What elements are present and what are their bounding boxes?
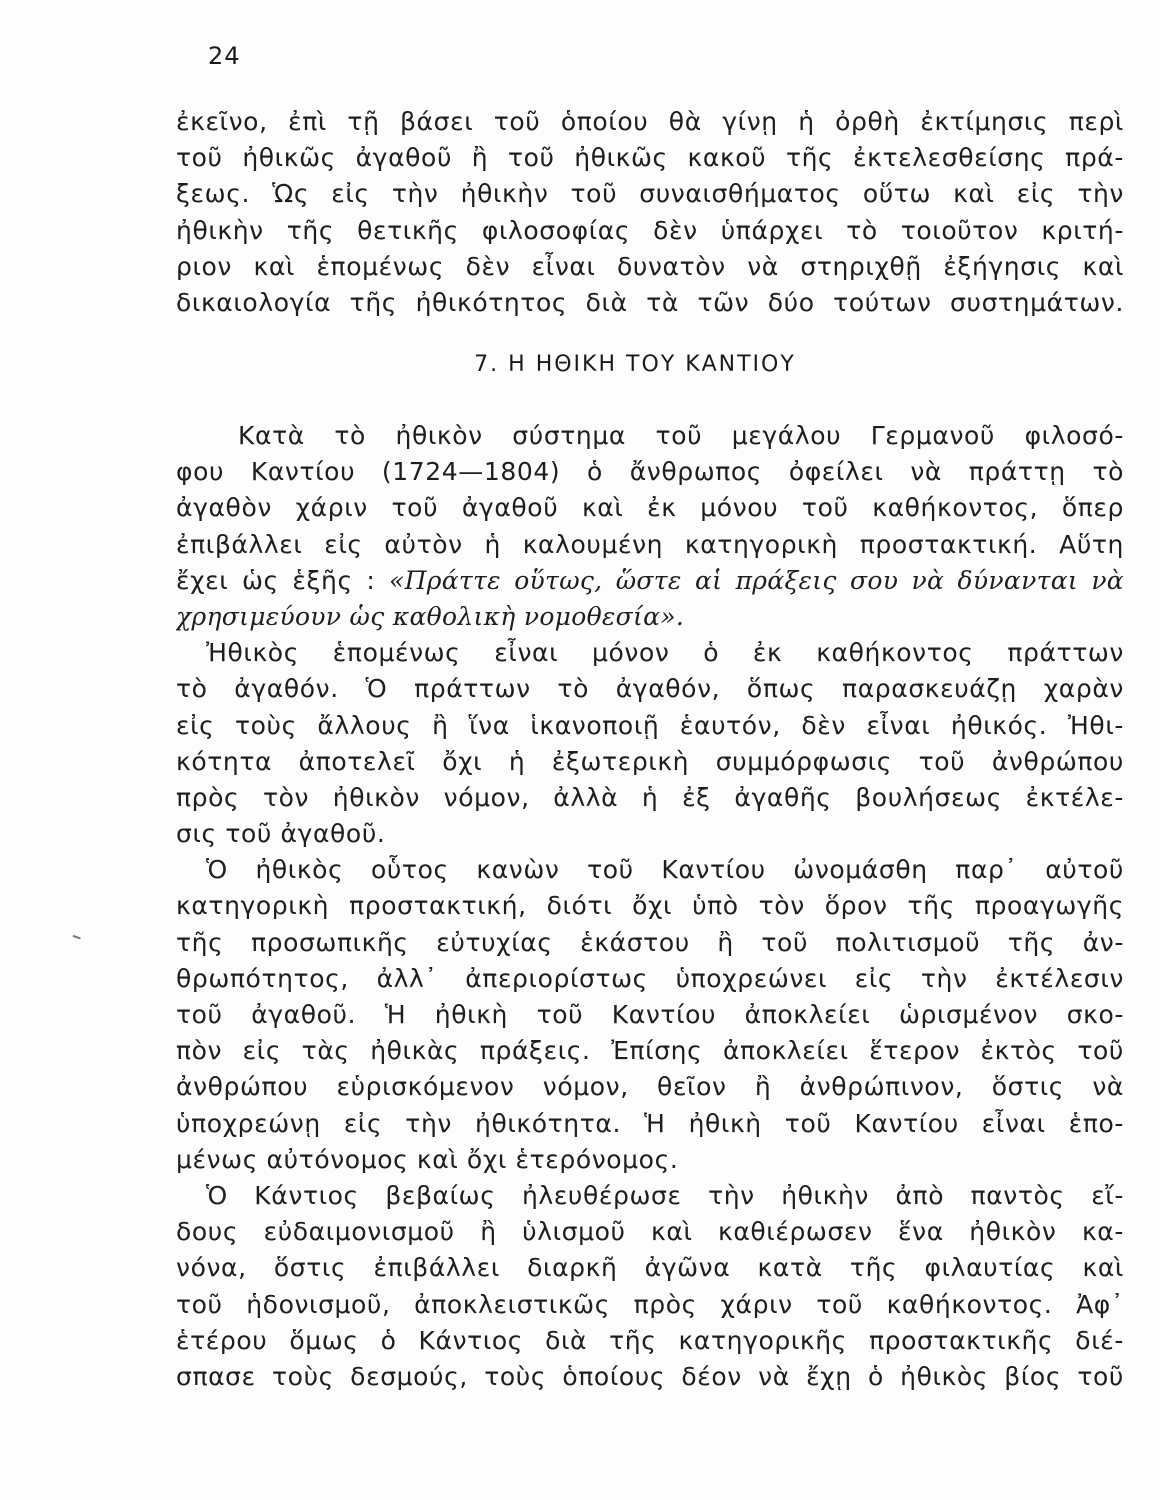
text-line: τοῦ ἡδονισμοῦ, ἀποκλειστικῶς πρὸς χάριν τοῦ καθήκοντος. Ἀφ᾽ bbox=[176, 1289, 1124, 1319]
quote-text: «Πράττε οὕτως, ὥστε αἱ πράξεις σου νὰ δύνανται νὰ bbox=[389, 565, 1124, 595]
text-line: δικαιολογία τῆς ἠθικότητος διὰ τὰ τῶν δύο τούτων συστημάτων. bbox=[176, 287, 1124, 317]
text-line: θρωπότητος, ἀλλ᾽ ἀπεριορίστως ὑποχρεώνει εἰς τὴν ἐκτέλεσιν bbox=[176, 963, 1124, 993]
quote-line: χρησιμεύουν ὡς καθολικὴ νομοθεσία». bbox=[176, 601, 685, 631]
text-line: εἰς τοὺς ἄλλους ἢ ἵνα ἱκανοποιῇ ἑαυτόν, δὲν εἶναι ἠθικός. Ἠθι- bbox=[176, 710, 1124, 740]
text-line: τοῦ ἀγαθοῦ. Ἡ ἠθικὴ τοῦ Καντίου ἀποκλείει ὡρισμένον σκο- bbox=[176, 1000, 1124, 1029]
text-line: κατηγορικὴ προστακτική, διότι ὄχι ὑπὸ τὸν ὅρον τῆς προαγωγῆς bbox=[176, 891, 1124, 921]
text-line: φου Καντίου (1724—1804) ὁ ἄνθρωπος ὀφείλει νὰ πράττῃ τὸ bbox=[176, 457, 1124, 487]
text-line: πρὸς τὸν ἠθικὸν νόμον, ἀλλὰ ἡ ἐξ ἀγαθῆς βουλήσεως ἐκτέλε- bbox=[176, 782, 1124, 812]
text-line: ἀγαθὸν χάριν τοῦ ἀγαθοῦ καὶ ἐκ μόνου τοῦ καθήκοντος, ὅπερ bbox=[176, 493, 1124, 523]
text-line: ξεως. Ὡς εἰς τὴν ἠθικὴν τοῦ συναισθήματος οὕτω καὶ εἰς τὴν bbox=[176, 179, 1124, 209]
text-line: Ὁ ἠθικὸς οὗτος κανὼν τοῦ Καντίου ὠνομάσθη παρ᾽ αὐτοῦ bbox=[206, 855, 1124, 885]
text-line: μένως αὐτόνομος καὶ ὄχι ἑτερόνομος. bbox=[176, 1144, 679, 1174]
text-line: νόνα, ὅστις ἐπιβάλλει διαρκῆ ἀγῶνα κατὰ τῆς φιλαυτίας καὶ bbox=[176, 1253, 1124, 1283]
text-line: πὸν εἰς τὰς ἠθικὰς πράξεις. Ἐπίσης ἀποκλείει ἕτερον ἐκτὸς τοῦ bbox=[176, 1036, 1124, 1066]
text-line: ἐπιβάλλει εἰς αὐτὸν ἡ καλουμένη κατηγορικὴ προστακτική. Αὕτη bbox=[176, 529, 1124, 559]
text-line: ἑτέρου ὅμως ὁ Κάντιος διὰ τῆς κατηγορικῆς προστακτικῆς διέ- bbox=[176, 1325, 1124, 1355]
margin-mark bbox=[71, 935, 81, 943]
text-line: ἠθικὴν τῆς θετικῆς φιλοσοφίας δὲν ὑπάρχει τὸ τοιοῦτον κριτή- bbox=[176, 215, 1124, 245]
text-line: Ἠθικὸς ἑπομένως εἶναι μόνον ὁ ἐκ καθήκοντος πράττων bbox=[206, 638, 1124, 668]
text-line: Κατὰ τὸ ἠθικὸν σύστημα τοῦ μεγάλου Γερμανοῦ φιλοσό- bbox=[238, 421, 1124, 450]
top-paragraph bbox=[176, 104, 1124, 321]
text-line: σπασε τοὺς δεσμούς, τοὺς ὁποίους δέον νὰ ἔχῃ ὁ ἠθικὸς βίος τοῦ bbox=[176, 1361, 1124, 1391]
quote-intro: ἔχει ὡς ἑξῆς : bbox=[176, 565, 376, 595]
text-line: ἀνθρώπου εὑρισκόμενον νόμον, θεῖον ἢ ἀνθρώπινον, ὅστις νὰ bbox=[176, 1072, 1124, 1102]
text-line: ἐκεῖνο, ἐπὶ τῇ βάσει τοῦ ὁποίου θὰ γίνῃ ἡ ὀρθὴ ἐκτίμησις περὶ bbox=[176, 107, 1124, 136]
section-heading: 7. Η ΗΘΙΚΗ ΤΟΥ ΚΑΝΤΙΟΥ bbox=[474, 352, 796, 377]
page-number: 24 bbox=[208, 42, 241, 70]
text-line: δους εὐδαιμονισμοῦ ἢ ὑλισμοῦ καὶ καθιέρωσεν ἕνα ἠθικὸν κα- bbox=[176, 1217, 1124, 1247]
quote-line bbox=[176, 563, 1124, 599]
text-line: τοῦ ἠθικῶς ἀγαθοῦ ἢ τοῦ ἠθικῶς κακοῦ τῆς ἐκτελεσθείσης πρά- bbox=[176, 143, 1124, 173]
main-text bbox=[176, 418, 1124, 1395]
text-line: τῆς προσωπικῆς εὐτυχίας ἑκάστου ἢ τοῦ πολιτισμοῦ τῆς ἀν- bbox=[176, 927, 1124, 957]
text-line: ριον καὶ ἑπομένως δὲν εἶναι δυνατὸν νὰ στηριχθῇ ἐξήγησις καὶ bbox=[176, 251, 1124, 281]
text-line: ὑποχρεώνῃ εἰς τὴν ἠθικότητα. Ἡ ἠθικὴ τοῦ Καντίου εἶναι ἑπο- bbox=[176, 1108, 1124, 1138]
text-line: Ὁ Κάντιος βεβαίως ἠλευθέρωσε τὴν ἠθικὴν ἀπὸ παντὸς εἴ- bbox=[206, 1180, 1124, 1210]
text-line: κότητα ἀποτελεῖ ὄχι ἡ ἐξωτερικὴ συμμόρφωσις τοῦ ἀνθρώπου bbox=[176, 746, 1124, 776]
text-line: τὸ ἀγαθόν. Ὁ πράττων τὸ ἀγαθόν, ὅπως παρασκευάζῃ χαρὰν bbox=[176, 674, 1124, 704]
text-line: σις τοῦ ἀγαθοῦ. bbox=[176, 819, 386, 849]
